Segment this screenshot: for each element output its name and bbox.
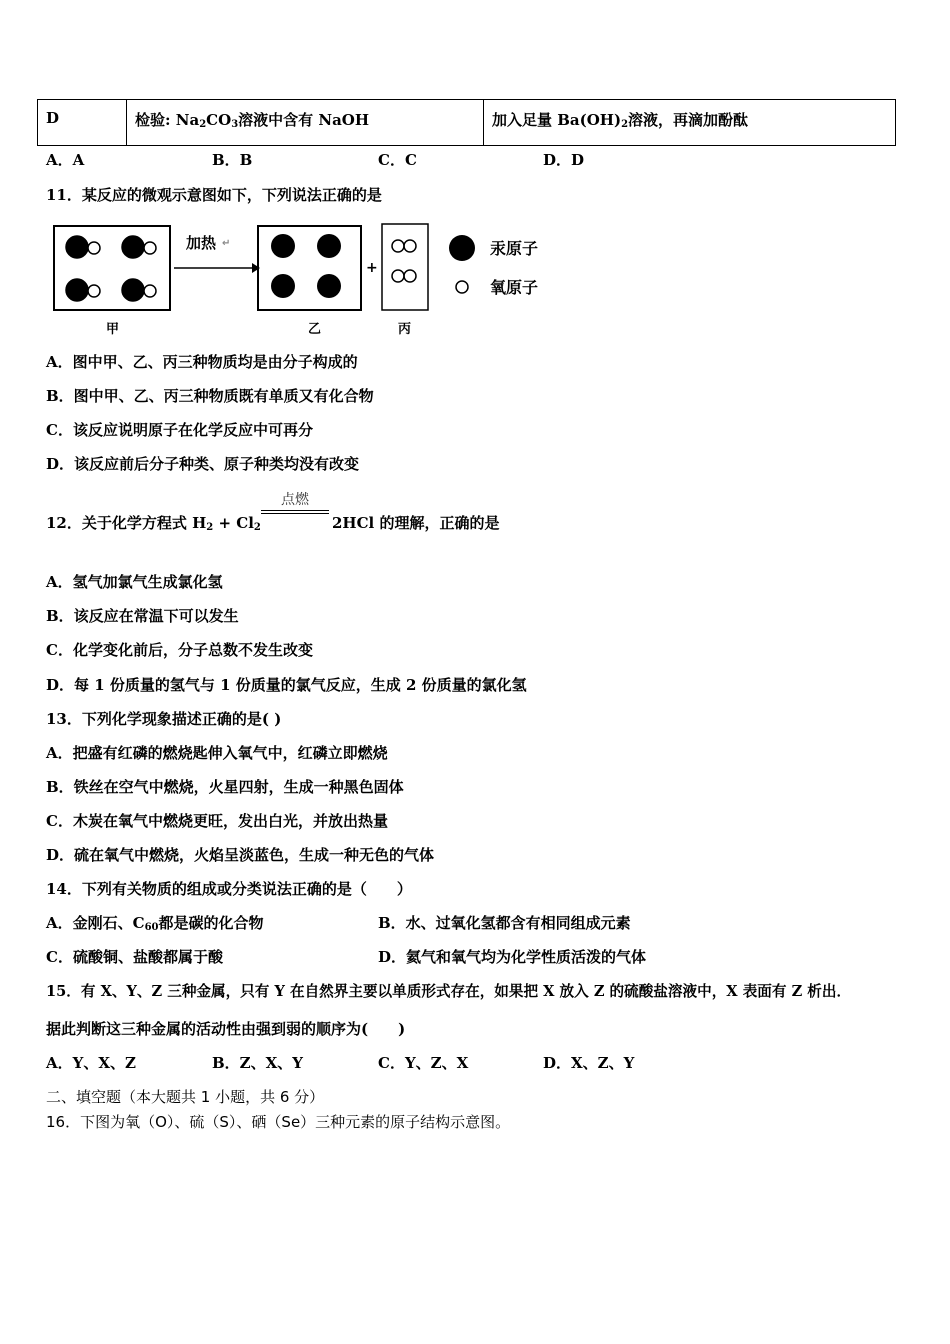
test-task: 检验: $Na_2CO_3$溶液中含有 NaOH	[127, 100, 484, 146]
q12-option-a: A．氢气加氯气生成氯化氢	[46, 573, 223, 591]
q11-option-d: D．该反应前后分子种类、原子种类均没有改变	[46, 455, 360, 473]
q10-option-d: D．D	[543, 151, 585, 169]
q11-option-c: C．该反应说明原子在化学反应中可再分	[46, 421, 313, 439]
plus-sign: +	[366, 260, 378, 276]
reaction-condition	[261, 489, 329, 517]
q14-option-d: D．氦气和氧气均为化学性质活泼的气体	[378, 948, 647, 966]
condition-label: 点燃	[281, 492, 309, 508]
q14-option-a: A．金刚石、$C_{60}$都是碳的化合物	[46, 914, 264, 933]
label-jia: 甲	[106, 322, 120, 337]
oxygen-atom-icon	[456, 281, 468, 293]
mercury-atom-icon	[449, 235, 475, 261]
q11-stem: 11．某反应的微观示意图如下，下列说法正确的是	[46, 186, 382, 204]
label-yi: 乙	[308, 322, 322, 337]
q15-option-c: C．Y、Z、X	[378, 1054, 469, 1072]
q13-option-a: A．把盛有红磷的燃烧匙伸入氧气中，红磷立即燃烧	[46, 744, 388, 762]
q14-option-c: C．硫酸铜、盐酸都属于酸	[46, 948, 223, 966]
q12-stem-left: 12．关于化学方程式 $H_2 + Cl_2$	[46, 514, 261, 533]
q10-option-a: A．A	[46, 151, 85, 169]
q12-option-d: D．每 1 份质量的氢气与 1 份质量的氯气反应，生成 2 份质量的氯化氢	[46, 676, 527, 694]
legend-oxygen: 氧原子	[490, 278, 539, 297]
hgo-molecules	[66, 236, 156, 301]
q12-stem-right: 2HCl 的理解，正确的是	[332, 514, 500, 532]
q15-option-d: D．X、Z、Y	[543, 1054, 635, 1072]
q10-option-c: C．C	[378, 151, 417, 169]
q12-option-c: C．化学变化前后，分子总数不发生改变	[46, 641, 313, 659]
q11-option-a: A．图中甲、乙、丙三种物质均是由分子构成的	[46, 353, 358, 371]
q15-option-b: B．Z、X、Y	[212, 1054, 303, 1072]
svg-text:↵: ↵	[222, 238, 231, 249]
q11-option-b: B．图中甲、乙、丙三种物质既有单质又有化合物	[46, 387, 374, 405]
section-title: 二、填空题（本大题共 1 小题，共 6 分）	[46, 1088, 325, 1106]
options-table	[37, 99, 896, 146]
q10-option-b: B．B	[212, 151, 253, 169]
mercury-atoms	[271, 234, 341, 298]
box-bing	[382, 224, 428, 310]
q15-stem-line2: 据此判断这三种金属的活动性由强到弱的顺序为( )	[46, 1020, 406, 1038]
q13-option-d: D．硫在氧气中燃烧，火焰呈淡蓝色，生成一种无色的气体	[46, 846, 435, 864]
legend-mercury: 汞原子	[490, 239, 539, 258]
label-bing: 丙	[398, 322, 412, 337]
q14-option-b: B．水、过氧化氢都含有相同组成元素	[378, 914, 631, 932]
q16-stem: 16．下图为氧（O）、硫（S）、硒（Se）三种元素的原子结构示意图。	[46, 1113, 511, 1131]
box-yi	[258, 226, 361, 310]
q14-stem: 14．下列有关物质的组成或分类说法正确的是（ ）	[46, 880, 412, 898]
row-letter: D	[38, 100, 127, 146]
q13-option-b: B．铁丝在空气中燃烧，火星四射，生成一种黑色固体	[46, 778, 404, 796]
q13-stem: 13．下列化学现象描述正确的是( )	[46, 710, 282, 728]
oxygen-molecules	[392, 240, 416, 282]
q13-option-c: C．木炭在氧气中燃烧更旺，发出白光，并放出热量	[46, 812, 388, 830]
arrow-label: 加热	[186, 234, 217, 252]
q12-option-b: B．该反应在常温下可以发生	[46, 607, 239, 625]
q15-stem-line1: 15．有 X、Y、Z 三种金属，只有 Y 在自然界主要以单质形式存在，如果把 X 放入 Z 的硫酸盐溶液中，X 表面有 Z 析出．	[46, 983, 852, 1000]
reaction-diagram	[46, 218, 566, 342]
test-method: 加入足量 $Ba(OH)_2$溶液，再滴加酚酞	[484, 100, 896, 146]
table-row	[38, 100, 896, 146]
q15-option-a: A．Y、X、Z	[46, 1054, 136, 1072]
